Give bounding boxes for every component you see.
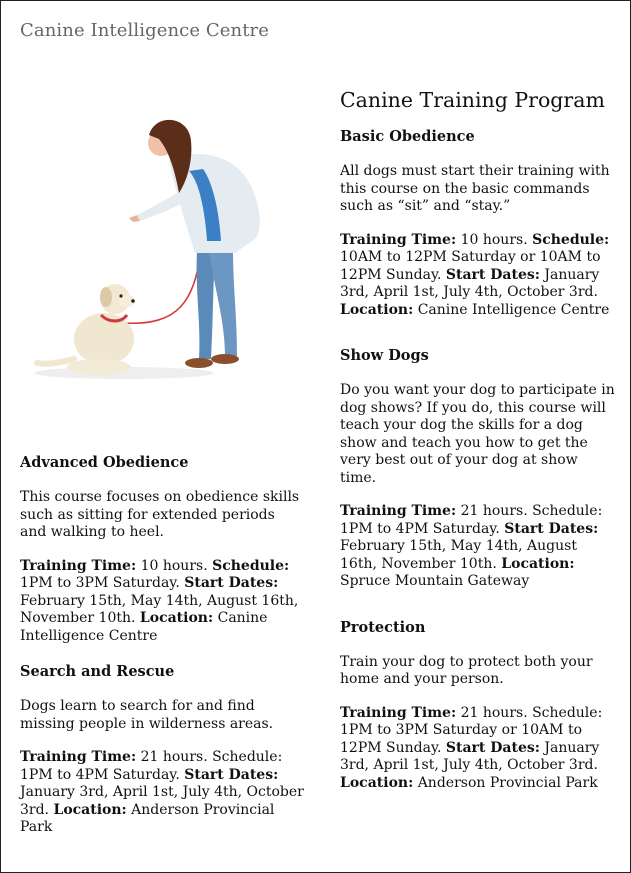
start-dates-value: January 3rd, April 1st, July 4th, October 3rd. [340, 266, 600, 300]
training-time-label: Training Time: [340, 503, 457, 519]
training-time-label: Training Time: [340, 704, 457, 721]
section-details [340, 503, 615, 591]
location-label: Location: [340, 774, 414, 791]
section-title: Advanced Obedience [20, 454, 189, 471]
left-column [20, 454, 305, 855]
schedule-label: Schedule: [212, 557, 290, 574]
schedule-value: 1PM to 3PM Saturday. [20, 575, 185, 591]
location-value: Anderson Provincial Park [413, 774, 598, 791]
section-basic-obedience [340, 128, 615, 319]
section-description: Dogs learn to search for and find missing people in wilderness areas. [20, 698, 274, 732]
section-protection [340, 619, 615, 793]
training-time-value: 21 hours. Schedule: 1PM to 4PM Saturday. [340, 503, 603, 537]
organization-name: Canine Intelligence Centre [20, 20, 270, 41]
section-description: All dogs must start their training with this course on the basic commands such as “sit” and “stay.” [340, 163, 610, 214]
start-dates-value: January 3rd, April 1st, July 4th, October 3rd. [20, 784, 304, 818]
location-value: Spruce Mountain Gateway [340, 573, 530, 589]
section-search-and-rescue [20, 663, 305, 837]
start-dates-label: Start Dates: [445, 266, 540, 283]
section-description: Train your dog to protect both your home and your person. [340, 653, 593, 687]
start-dates-value: January 3rd, April 1st, July 4th, October 3rd. [340, 739, 600, 773]
location-label: Location: [501, 555, 575, 572]
page-title: Canine Training Program [340, 88, 605, 112]
start-dates-label: Start Dates: [445, 739, 540, 756]
location-label: Location: [340, 301, 414, 318]
start-dates-label: Start Dates: [184, 766, 279, 783]
location-value: Canine Intelligence Centre [20, 610, 268, 644]
schedule-value: 10AM to 12PM Saturday or 10AM to 12PM Sunday. [340, 249, 601, 283]
section-show-dogs [340, 347, 615, 591]
section-details [340, 705, 615, 793]
section-description: Do you want your dog to participate in dog shows? If you do, this course will teach your dog the skills for a dog show and teach you how to get the very best out of your dog at show time. [340, 382, 615, 486]
section-title: Show Dogs [340, 347, 429, 364]
right-column [340, 128, 615, 820]
section-advanced-obedience [20, 454, 305, 645]
start-dates-label: Start Dates: [504, 520, 599, 537]
location-value: Canine Intelligence Centre [413, 301, 610, 318]
section-details [340, 232, 615, 320]
section-details [20, 749, 305, 837]
section-description: This course focuses on obedience skills such as sitting for extended periods and walking to heel. [20, 489, 300, 540]
section-title: Basic Obedience [340, 128, 475, 145]
location-value: Anderson Provincial Park [20, 801, 275, 835]
start-dates-value: February 15th, May 14th, August 16th, November 10th. [340, 538, 577, 572]
trainer-with-puppy-photo [29, 101, 269, 391]
training-time-label: Training Time: [20, 557, 137, 574]
location-label: Location: [139, 610, 214, 626]
location-label: Location: [53, 801, 127, 818]
section-title: Search and Rescue [20, 663, 175, 680]
start-dates-label: Start Dates: [184, 575, 279, 591]
training-time-value: 21 hours. Schedule: 1PM to 3PM Saturday or 10AM to 12PM Sunday. [340, 704, 603, 756]
training-time-value: 10 hours. [456, 231, 533, 248]
start-dates-value: February 15th, May 14th, August 16th, November 10th. [20, 592, 299, 626]
section-details [20, 558, 305, 646]
training-time-label: Training Time: [20, 749, 137, 765]
section-title: Protection [340, 618, 426, 636]
training-time-value: 21 hours. Schedule: 1PM to 4PM Saturday. [20, 749, 283, 783]
training-time-value: 10 hours. [136, 557, 213, 574]
schedule-label: Schedule: [532, 231, 610, 248]
training-time-label: Training Time: [340, 231, 457, 248]
